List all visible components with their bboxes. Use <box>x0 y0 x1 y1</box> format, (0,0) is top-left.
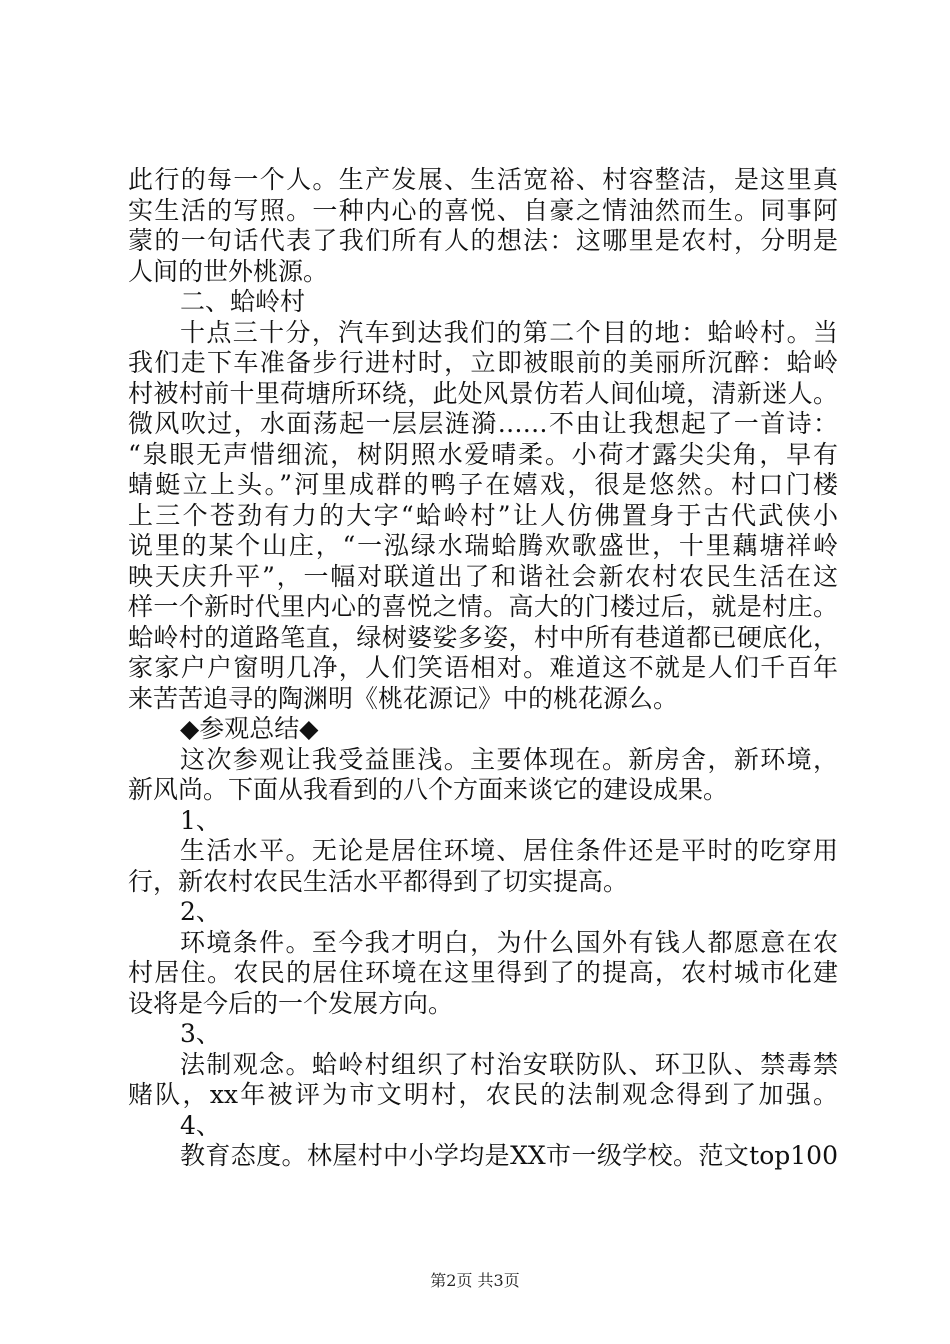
text-line: 样一个新时代里内心的喜悦之情。高大的门楼过后，就是村庄。 <box>128 592 838 621</box>
text-line: 行，新农村农民生活水平都得到了切实提高。 <box>128 866 629 896</box>
text-line: 实生活的写照。一种内心的喜悦、自豪之情油然而生。同事阿 <box>128 195 838 225</box>
text-line: 说里的某个山庄，“一泓绿水瑞蛤腾欢歌盛世，十里藕塘祥岭 <box>128 531 838 560</box>
text-line: ◆参观总结◆ <box>180 714 319 743</box>
text-line: 1、 <box>180 805 221 835</box>
text-line: 4、 <box>180 1110 221 1140</box>
text-line: 蒙的一句话代表了我们所有人的想法：这哪里是农村，分明是 <box>128 226 838 255</box>
text-line: 设将是今后的一个发展方向。 <box>128 988 454 1018</box>
text-line: 家家户户窗明几净，人们笑语相对。难道这不就是人们千百年 <box>128 653 838 682</box>
text-line: 微风吹过，水面荡起一层层涟漪……不由让我想起了一首诗： <box>128 409 838 438</box>
text-line: 蛤岭村的道路笔直，绿树婆娑多姿，村中所有巷道都已硬底化， <box>128 622 838 652</box>
text-line: 二、蛤岭村 <box>180 287 306 316</box>
text-line: 法制观念。蛤岭村组织了村治安联防队、环卫队、禁毒禁 <box>180 1049 838 1079</box>
text-line: 3、 <box>180 1019 221 1048</box>
text-line: 映天庆升平”，一幅对联道出了和谐社会新农村农民生活在这 <box>128 561 838 591</box>
text-line: 人间的世外桃源。 <box>128 256 329 286</box>
text-line: 赌队，xx年被评为市文明村，农民的法制观念得到了加强。 <box>128 1080 838 1109</box>
text-line: 此行的每一个人。生产发展、生活宽裕、村容整洁，是这里真 <box>128 165 838 194</box>
document-body <box>128 165 838 1172</box>
text-line: 生活水平。无论是居住环境、居住条件还是平时的吃穿用 <box>180 836 838 865</box>
text-line: 2、 <box>180 897 221 926</box>
text-line: 十点三十分，汽车到达我们的第二个目的地：蛤岭村。当 <box>180 317 838 347</box>
text-line: 上三个苍劲有力的大字“蛤岭村”让人仿佛置身于古代武侠小 <box>128 500 838 530</box>
page-footer: 第2页 共3页 <box>430 1271 520 1290</box>
text-line: 村被村前十里荷塘所环绕，此处风景仿若人间仙境，清新迷人。 <box>128 378 838 408</box>
text-line: 村居住。农民的居住环境在这里得到了的提高，农村城市化建 <box>128 958 838 987</box>
text-line: 我们走下车准备步行进村时，立即被眼前的美丽所沉醉：蛤岭 <box>128 348 838 377</box>
text-line: 蜻蜓立上头。”河里成群的鸭子在嬉戏，很是悠然。村口门楼 <box>128 470 838 499</box>
text-line: 这次参观让我受益匪浅。主要体现在。新房舍，新环境， <box>180 744 838 774</box>
text-line: “泉眼无声惜细流，树阴照水爱晴柔。小荷才露尖尖角，早有 <box>128 439 838 469</box>
text-line: 新风尚。下面从我看到的八个方面来谈它的建设成果。 <box>128 775 729 804</box>
text-line: 环境条件。至今我才明白，为什么国外有钱人都愿意在农 <box>180 927 838 957</box>
text-line: 来苦苦追寻的陶渊明《桃花源记》中的桃花源么。 <box>128 683 679 713</box>
text-line: 教育态度。林屋村中小学均是XX市一级学校。范文top100 <box>180 1141 838 1170</box>
